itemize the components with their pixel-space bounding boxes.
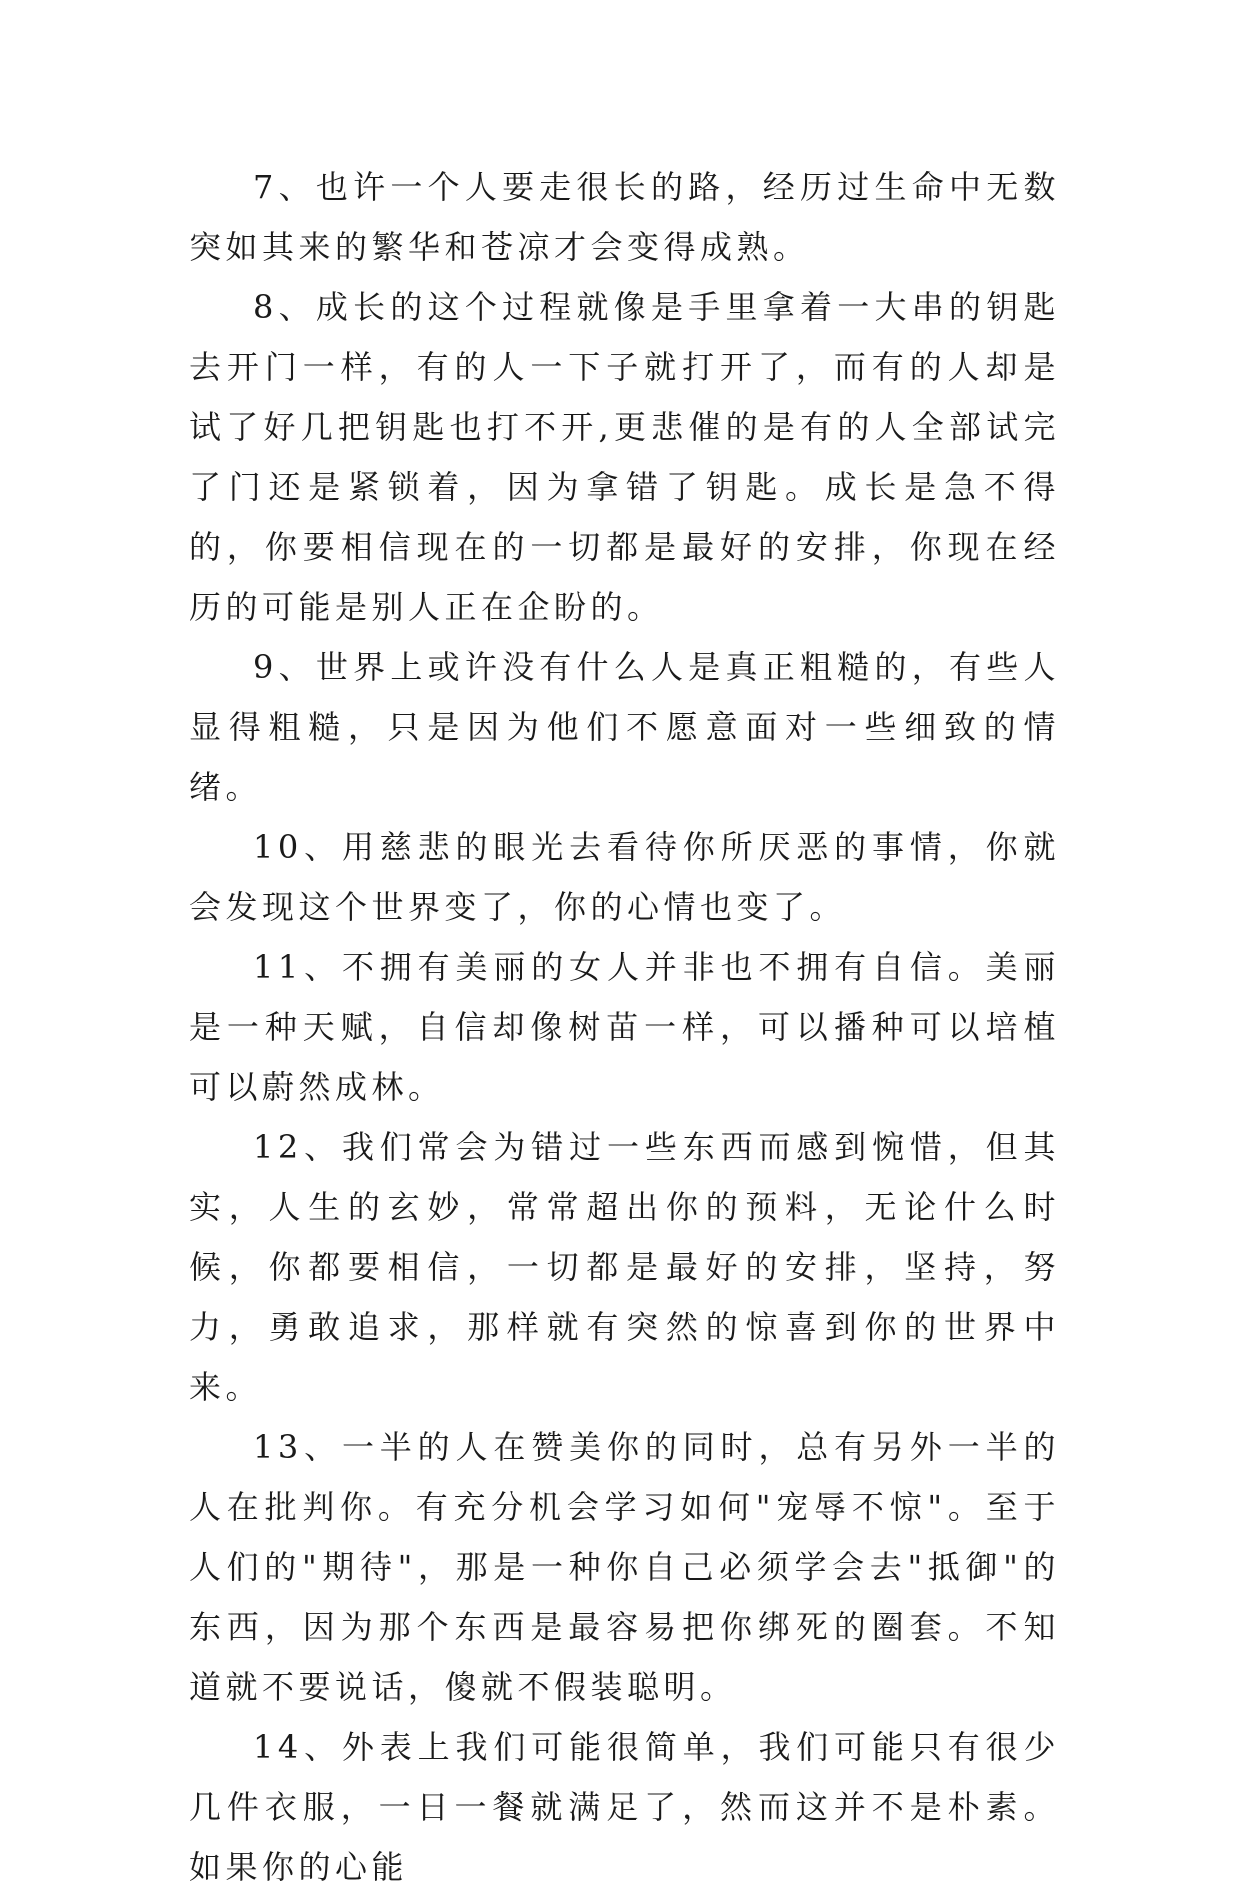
document-body [189, 157, 1060, 1897]
paragraph-13: 13、一半的人在赞美你的同时，总有另外一半的人在批判你。有充分机会学习如何"宠辱不惊"。至于人们的"期待"，那是一种你自己必须学会去"抵御"的东西，因为那个东西是最容易把你绑死的圈套。不知道就不要说话，傻就不假装聪明。 [189, 1428, 1060, 1706]
paragraph-9: 9、世界上或许没有什么人是真正粗糙的，有些人显得粗糙，只是因为他们不愿意面对一些细致的情绪。 [189, 648, 1060, 806]
paragraph-7: 7、也许一个人要走很长的路，经历过生命中无数突如其来的繁华和苍凉才会变得成熟。 [189, 168, 1060, 266]
paragraph-11: 11、不拥有美丽的女人并非也不拥有自信。美丽是一种天赋，自信却像树苗一样，可以播种可以培植可以蔚然成林。 [189, 948, 1060, 1106]
paragraph-12: 12、我们常会为错过一些东西而感到惋惜，但其实，人生的玄妙，常常超出你的预料，无论什么时候，你都要相信，一切都是最好的安排，坚持，努力，勇敢追求，那样就有突然的惊喜到你的世界中来。 [189, 1128, 1060, 1406]
paragraph-10: 10、用慈悲的眼光去看待你所厌恶的事情，你就会发现这个世界变了，你的心情也变了。 [189, 828, 1060, 926]
paragraph-14: 14、外表上我们可能很简单，我们可能只有很少几件衣服，一日一餐就满足了，然而这并不是朴素。如果你的心能 [189, 1728, 1060, 1886]
paragraph-8: 8、成长的这个过程就像是手里拿着一大串的钥匙去开门一样，有的人一下子就打开了，而有的人却是试了好几把钥匙也打不开,更悲催的是有的人全部试完了门还是紧锁着，因为拿错了钥匙。成长是急不得的，你要相信现在的一切都是最好的安排，你现在经历的可能是别人正在企盼的。 [189, 288, 1060, 626]
